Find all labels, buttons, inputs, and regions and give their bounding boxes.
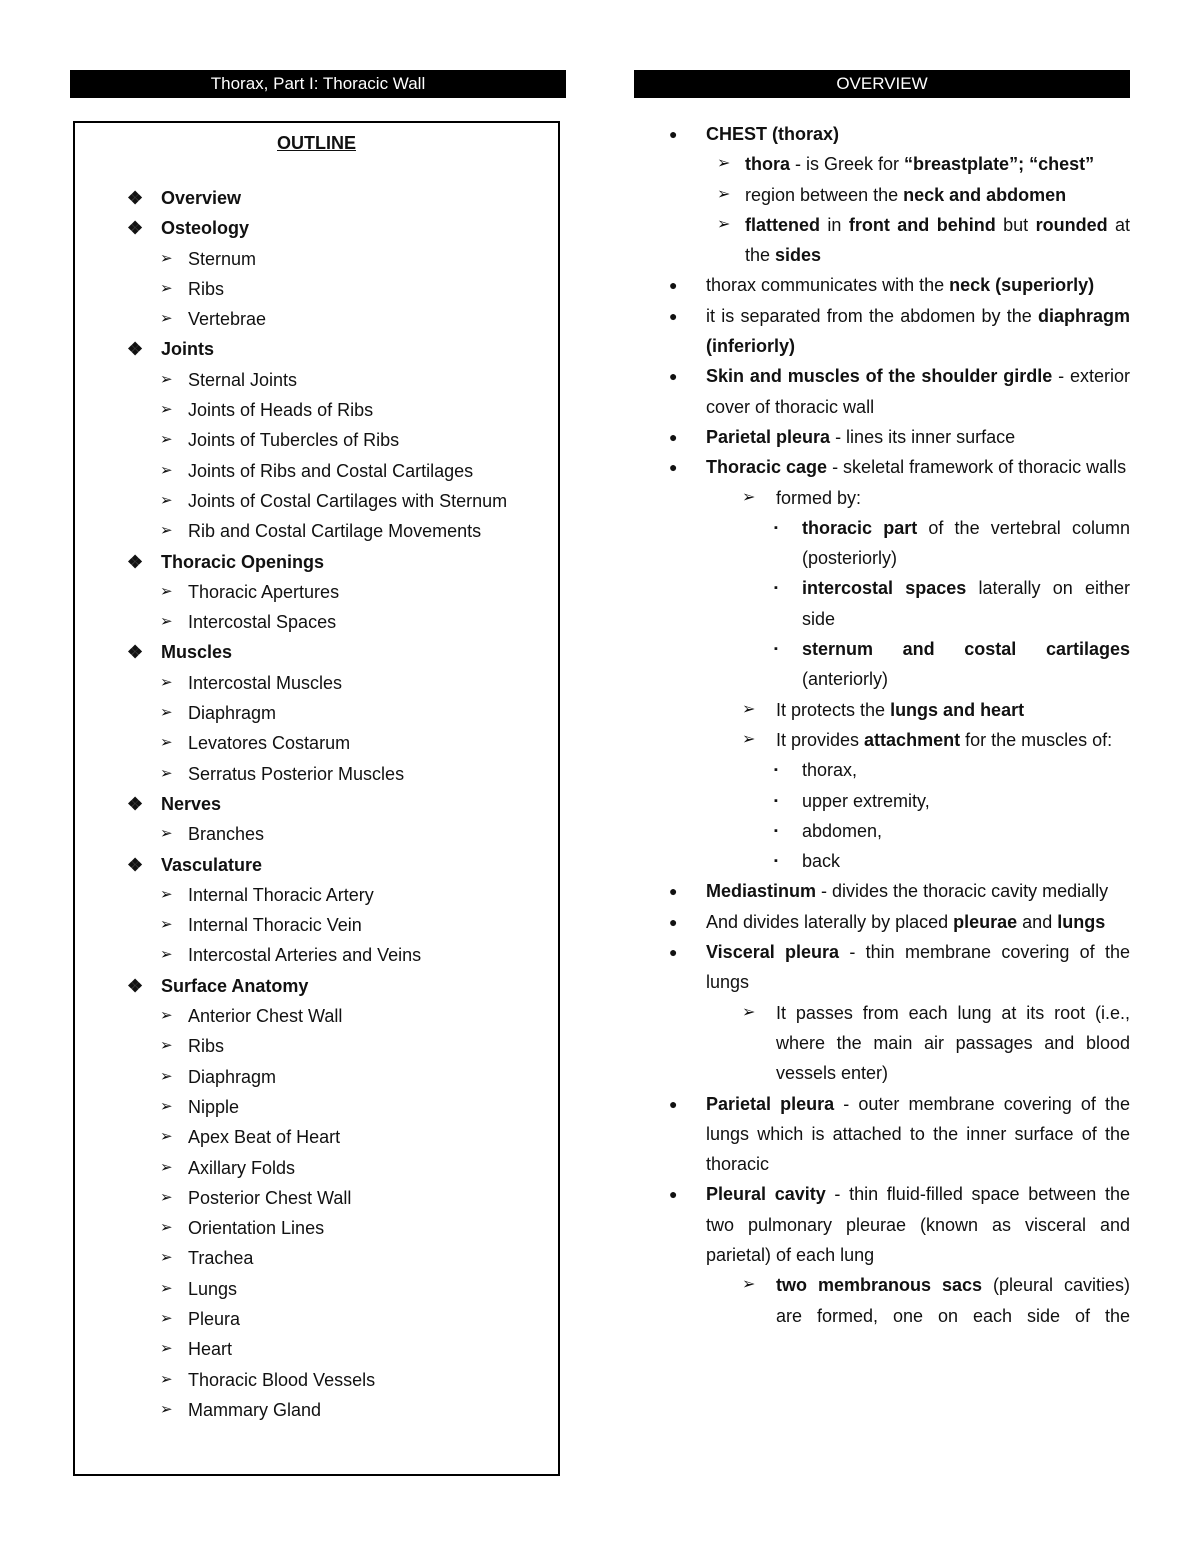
bold-term: diaphragm (inferiorly) [706, 305, 1130, 357]
arrowhead-bullet-icon: ➢ [717, 215, 731, 233]
outline-item-label: Vertebrae [188, 309, 267, 330]
text-span: (anteriorly) [802, 669, 889, 690]
text-span: - thin membrane covering of the lungs [706, 942, 1130, 993]
dot-bullet-icon: ● [669, 459, 678, 476]
diamond-bullet-icon: ❖ [127, 188, 144, 208]
outline-item-label: Internal Thoracic Artery [188, 884, 374, 905]
outline-item-label: Diaphragm [188, 703, 277, 724]
overview-item [665, 998, 1130, 1089]
dot-bullet-icon: ● [669, 368, 678, 385]
overview-item [665, 1270, 1130, 1331]
outline-subitem [125, 456, 507, 486]
arrowhead-bullet-icon: ➢ [160, 431, 173, 449]
outline-item-label: Osteology [161, 218, 250, 239]
arrowhead-bullet-icon: ➢ [160, 370, 173, 388]
overview-item [665, 301, 1130, 362]
bold-term: Parietal pleura [706, 426, 831, 447]
bold-term: sternum and costal cartilages [802, 639, 1130, 660]
overview-item [665, 119, 1130, 149]
outline-subitem [125, 910, 507, 940]
outline-section [125, 850, 507, 880]
arrowhead-bullet-icon: ➢ [160, 1188, 173, 1206]
bold-term: pleurae [953, 911, 1018, 932]
square-bullet-icon: ▪ [774, 582, 778, 595]
outline-item-label: Sternal Joints [188, 369, 298, 390]
overview-item [665, 725, 1130, 755]
dot-bullet-icon: ● [669, 883, 678, 900]
outline-item-label: Pleura [188, 1308, 241, 1329]
outline-box [73, 121, 560, 1476]
outline-subitem [125, 1031, 507, 1061]
outline-section [125, 971, 507, 1001]
text-span: - outer membrane covering of the lungs which is attached to the inner surface of the thoracic [706, 1093, 1130, 1175]
outline-item-label: Nipple [188, 1096, 240, 1117]
arrowhead-bullet-icon: ➢ [160, 249, 173, 267]
arrowhead-bullet-icon: ➢ [160, 279, 173, 297]
bold-term: rounded [1035, 214, 1108, 235]
outline-subitem [125, 304, 507, 334]
arrowhead-bullet-icon: ➢ [160, 673, 173, 691]
arrowhead-bullet-icon: ➢ [160, 1037, 173, 1055]
text-span: of the vertebral column (posteriorly) [802, 517, 1130, 569]
outline-item-label: Anterior Chest Wall [188, 1006, 343, 1027]
outline-subitem [125, 1062, 507, 1092]
arrowhead-bullet-icon: ➢ [742, 1003, 756, 1021]
dot-bullet-icon: ● [669, 126, 678, 142]
outline-item-label: Internal Thoracic Vein [188, 915, 362, 936]
outline-section [125, 637, 507, 667]
diamond-bullet-icon: ❖ [127, 642, 144, 663]
arrowhead-bullet-icon: ➢ [160, 1400, 173, 1418]
outline-item-label: Posterior Chest Wall [188, 1187, 352, 1208]
arrowhead-bullet-icon: ➢ [160, 582, 173, 600]
arrowhead-bullet-icon: ➢ [160, 1219, 173, 1237]
outline-item-label: Nerves [161, 793, 222, 814]
arrowhead-bullet-icon: ➢ [160, 310, 173, 328]
arrowhead-bullet-icon: ➢ [717, 155, 731, 173]
outline-subitem [125, 1153, 507, 1183]
outline-subitem [125, 1274, 507, 1304]
text-span: but [995, 214, 1036, 235]
diamond-bullet-icon: ❖ [127, 339, 144, 360]
overview-item [665, 755, 1130, 785]
text-span: it is separated from the abdomen by the [706, 305, 1038, 326]
bold-term: lungs [1057, 911, 1106, 932]
dot-bullet-icon: ● [669, 1186, 678, 1203]
overview-item [665, 1089, 1130, 1180]
text-span: It passes from each lung at its root (i.e., where the main air passages and blood vessels enter) [776, 1002, 1130, 1084]
dot-bullet-icon: ● [669, 944, 678, 961]
outline-item-label: Levatores Costarum [188, 733, 351, 754]
outline-subitem [125, 1395, 507, 1425]
arrowhead-bullet-icon: ➢ [160, 825, 173, 843]
outline-section [125, 789, 507, 819]
outline-item-label: Axillary Folds [188, 1157, 296, 1178]
outline-subitem [125, 425, 507, 455]
outline-item-label: Thoracic Openings [161, 551, 325, 572]
dot-bullet-icon: ● [669, 1095, 678, 1112]
outline-item-label: Serratus Posterior Muscles [188, 763, 405, 784]
bold-term: flattened [745, 214, 821, 235]
outline-subitem [125, 1334, 507, 1364]
outline-subitem [125, 516, 507, 546]
overview-item [665, 937, 1130, 998]
text-span: at the [745, 214, 1131, 266]
dot-bullet-icon: ● [669, 307, 678, 324]
outline-subitem [125, 1183, 507, 1213]
text-span: It provides [776, 729, 865, 750]
outline-item-label: Trachea [188, 1248, 254, 1269]
bold-term: CHEST (thorax) [706, 124, 840, 144]
outline-subitem [125, 1122, 507, 1152]
overview-item [665, 634, 1130, 695]
overview-item [665, 361, 1130, 422]
bold-term: lungs and heart [890, 699, 1025, 720]
outline-subitem [125, 486, 507, 516]
outline-section [125, 334, 507, 364]
outline-item-label: Branches [188, 824, 265, 845]
arrowhead-bullet-icon: ➢ [160, 916, 173, 934]
outline-item-label: Ribs [188, 278, 225, 299]
square-bullet-icon: ▪ [774, 794, 778, 807]
outline-item-label: Joints of Ribs and Costal Cartilages [188, 460, 474, 481]
overview-item [665, 816, 1130, 846]
text-span: It protects the [776, 699, 891, 720]
overview-item [665, 149, 1130, 179]
arrowhead-bullet-icon: ➢ [160, 401, 173, 419]
outline-item-label: Ribs [188, 1036, 225, 1057]
outline-subitem [125, 698, 507, 728]
overview-item [665, 695, 1130, 725]
arrowhead-bullet-icon: ➢ [160, 764, 173, 782]
arrowhead-bullet-icon: ➢ [160, 1309, 173, 1327]
outline-subitem [125, 395, 507, 425]
square-bullet-icon: ▪ [774, 643, 778, 656]
bold-term: Mediastinum [706, 881, 817, 902]
bold-term: sides [775, 245, 822, 266]
outline-item-label: Intercostal Arteries and Veins [188, 945, 422, 966]
bold-term: intercostal spaces [802, 578, 967, 599]
outline-subitem [125, 244, 507, 274]
overview-item [665, 180, 1130, 210]
square-bullet-icon: ▪ [774, 521, 778, 534]
diamond-bullet-icon: ❖ [127, 551, 144, 572]
outline-item-label: Diaphragm [188, 1066, 277, 1087]
outline-subitem [125, 668, 507, 698]
text-span: - thin fluid-filled space between the two pulmonary pleurae (known as visceral and parietal) of each lung [706, 1184, 1130, 1265]
arrowhead-bullet-icon: ➢ [160, 491, 173, 509]
overview-item [665, 452, 1130, 482]
text-span: - lines its inner surface [830, 426, 1016, 447]
outline-section [125, 547, 507, 577]
outline-item-label: Heart [188, 1339, 233, 1360]
outline-subitem [125, 940, 507, 970]
diamond-bullet-icon: ❖ [127, 218, 144, 239]
arrowhead-bullet-icon: ➢ [160, 885, 173, 903]
outline-subitem [125, 728, 507, 758]
bold-term: neck (superiorly) [949, 275, 1095, 296]
text-span: (pleural cavities) are formed, one on each side of the [776, 1275, 1131, 1326]
text-span: upper extremity, [802, 790, 930, 811]
arrowhead-bullet-icon: ➢ [742, 488, 756, 506]
square-bullet-icon: ▪ [774, 764, 778, 777]
arrowhead-bullet-icon: ➢ [160, 1279, 173, 1297]
text-span: and [1017, 911, 1058, 932]
overview-item [665, 876, 1130, 906]
arrowhead-bullet-icon: ➢ [160, 1128, 173, 1146]
text-span: - exterior cover of thoracic wall [706, 366, 1130, 417]
square-bullet-icon: ▪ [774, 824, 778, 837]
arrowhead-bullet-icon: ➢ [717, 185, 731, 203]
text-span: for the muscles of: [960, 729, 1113, 750]
arrowhead-bullet-icon: ➢ [160, 461, 173, 479]
arrowhead-bullet-icon: ➢ [160, 1340, 173, 1358]
outline-subitem [125, 819, 507, 849]
outline-subitem [125, 880, 507, 910]
diamond-bullet-icon: ❖ [127, 793, 144, 814]
arrowhead-bullet-icon: ➢ [160, 613, 173, 631]
diamond-bullet-icon: ❖ [127, 854, 144, 875]
text-span: - is Greek for [790, 154, 905, 175]
outline-subitem [125, 1304, 507, 1334]
outline-item-label: Joints of Costal Cartilages with Sternum [188, 490, 508, 511]
overview-content [665, 119, 1130, 1331]
outline-item-label: Thoracic Blood Vessels [188, 1369, 376, 1390]
outline-item-label: Joints of Heads of Ribs [188, 400, 374, 421]
overview-item [665, 573, 1130, 634]
text-span: - divides the thoracic cavity medially [816, 881, 1109, 902]
bold-term: thora [745, 154, 790, 175]
overview-item [665, 270, 1130, 300]
outline-item-label: Overview [161, 188, 242, 208]
bold-term: thoracic part [802, 517, 918, 538]
arrowhead-bullet-icon: ➢ [160, 1158, 173, 1176]
arrowhead-bullet-icon: ➢ [160, 522, 173, 540]
bold-term: Skin and muscles of the shoulder girdle [706, 366, 1053, 387]
text-span: thorax, [802, 760, 858, 781]
text-span: - skeletal framework of thoracic walls [827, 457, 1127, 478]
square-bullet-icon: ▪ [774, 855, 778, 868]
bold-term: two membranous sacs [776, 1275, 983, 1296]
outline-subitem [125, 274, 507, 304]
outline-title: OUTLINE [277, 133, 356, 153]
outline-item-label: Vasculature [161, 854, 263, 875]
text-span: thorax communicates with the [706, 275, 950, 296]
page-title: Thorax, Part I: Thoracic Wall [70, 70, 566, 98]
outline-item-label: Thoracic Apertures [188, 581, 340, 602]
text-span: back [802, 851, 841, 872]
outline-subitem [125, 759, 507, 789]
outline-item-label: Mammary Gland [188, 1399, 322, 1420]
outline-subitem [125, 577, 507, 607]
overview-item [665, 422, 1130, 452]
text-span: formed by: [776, 487, 862, 508]
arrowhead-bullet-icon: ➢ [742, 1276, 756, 1294]
arrowhead-bullet-icon: ➢ [160, 1370, 173, 1388]
arrowhead-bullet-icon: ➢ [742, 700, 756, 718]
text-span: in [820, 214, 849, 235]
text-span: laterally on either side [802, 578, 1131, 629]
overview-item [665, 1179, 1130, 1270]
bold-term: Parietal pleura [706, 1093, 835, 1114]
outline-item-label: Lungs [188, 1278, 238, 1299]
bold-term: Thoracic cage [706, 457, 828, 478]
arrowhead-bullet-icon: ➢ [160, 1249, 173, 1267]
overview-item [665, 786, 1130, 816]
arrowhead-bullet-icon: ➢ [160, 734, 173, 752]
outline-item-label: Joints [161, 339, 215, 360]
outline-subitem [125, 1365, 507, 1395]
bold-term: front and behind [848, 214, 996, 235]
arrowhead-bullet-icon: ➢ [160, 1007, 173, 1025]
arrowhead-bullet-icon: ➢ [742, 730, 756, 748]
outline-item-label: Muscles [161, 642, 233, 663]
outline-subitem [125, 365, 507, 395]
outline-item-label: Surface Anatomy [161, 975, 309, 996]
outline-item-label: Orientation Lines [188, 1218, 325, 1239]
section-title-overview: OVERVIEW [634, 70, 1130, 98]
outline-subitem [125, 1213, 507, 1243]
outline-item-label: Intercostal Muscles [188, 672, 343, 693]
outline-section [125, 213, 507, 243]
outline-item-label: Intercostal Spaces [188, 612, 337, 633]
outline-item-label: Rib and Costal Cartilage Movements [188, 521, 482, 542]
outline-subitem [125, 607, 507, 637]
outline-section [125, 183, 507, 213]
outline-subitem [125, 1001, 507, 1031]
outline-subitem [125, 1092, 507, 1122]
dot-bullet-icon: ● [669, 913, 678, 930]
arrowhead-bullet-icon: ➢ [160, 704, 173, 722]
outline-item-label: Sternum [188, 248, 257, 269]
outline-item-label: Joints of Tubercles of Ribs [188, 430, 400, 451]
overview-item [665, 513, 1130, 574]
text-span: region between the [745, 184, 904, 205]
overview-item [665, 483, 1130, 513]
outline-item-label: Apex Beat of Heart [188, 1127, 341, 1148]
text-span: abdomen, [802, 820, 883, 841]
arrowhead-bullet-icon: ➢ [160, 1067, 173, 1085]
bold-term: Pleural cavity [706, 1184, 826, 1205]
arrowhead-bullet-icon: ➢ [160, 1097, 173, 1115]
outline-list [125, 183, 507, 1425]
overview-item [665, 210, 1130, 271]
overview-item [665, 907, 1130, 937]
bold-term: attachment [864, 729, 961, 750]
bold-term: “breastplate”; “chest” [904, 154, 1095, 175]
text-span: And divides laterally by placed [706, 911, 954, 932]
dot-bullet-icon: ● [669, 428, 678, 445]
bold-term: Visceral pleura [706, 942, 840, 963]
dot-bullet-icon: ● [669, 277, 678, 294]
diamond-bullet-icon: ❖ [127, 975, 144, 996]
arrowhead-bullet-icon: ➢ [160, 946, 173, 964]
bold-term: neck and abdomen [903, 184, 1067, 205]
outline-subitem [125, 1243, 507, 1273]
overview-item [665, 846, 1130, 876]
